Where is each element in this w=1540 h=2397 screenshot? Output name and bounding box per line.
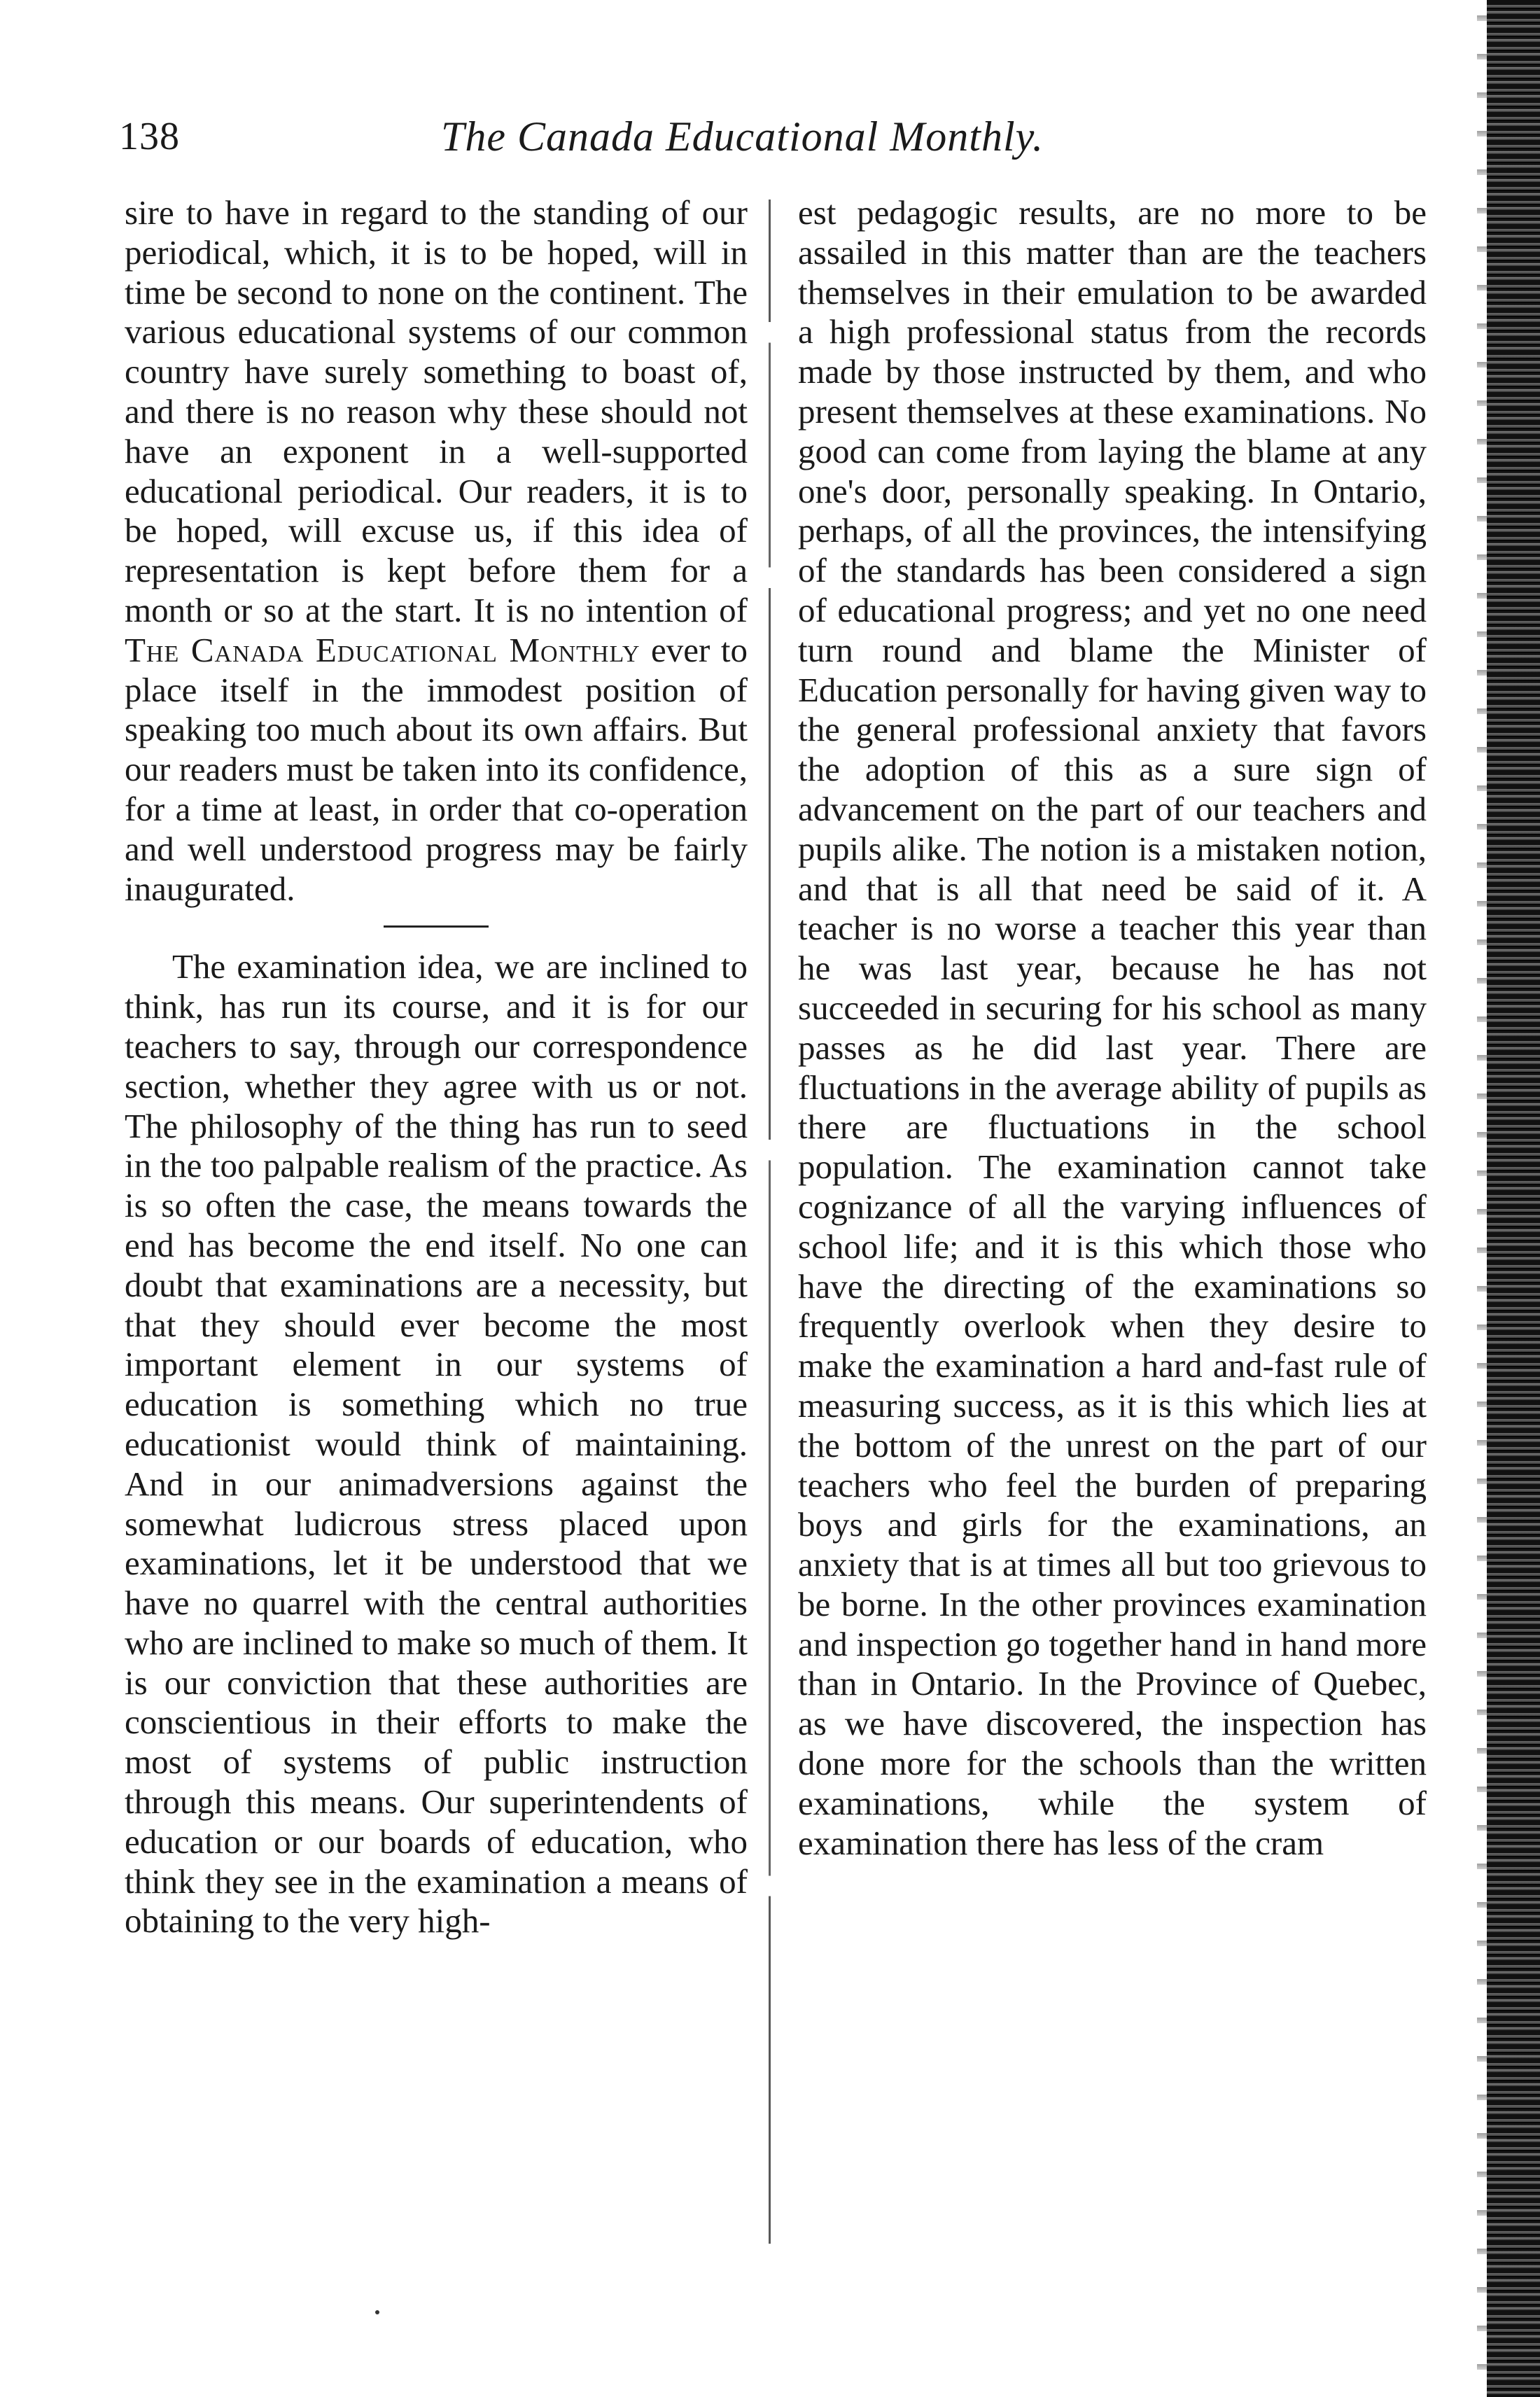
scan-binding-edge [1487, 0, 1540, 2397]
column-divider [769, 200, 771, 2244]
page-header [119, 105, 1435, 168]
left-paragraph-1 [125, 193, 748, 909]
right-column [798, 193, 1427, 1863]
ink-speck [375, 2310, 379, 2314]
magazine-name: The Canada Educational Monthly [125, 630, 640, 669]
section-divider-rule [384, 925, 489, 928]
left-paragraph-1-end: ever to place itself in the immodest position of speaking too much about its own affairs. But our readers must be taken into its confidence, for a time at least, in order that co-operation and well understood progress may be fairly inaugurated. [125, 630, 748, 908]
left-paragraph-1-start: sire to have in regard to the standing of our periodical, which, it is to be hoped, will in time be second to none on the continent. The various educational systems of our common country have surely something to boast of, and there is no reason why these should not have an exponent in a well-supported educational periodical. Our readers, it is to be hoped, will excuse us, if this idea of representation is kept before them for a month or so at the start. It is no intention of [125, 193, 748, 629]
page-number: 138 [119, 115, 180, 158]
left-column [125, 193, 748, 1941]
right-paragraph-1: est pedagogic results, are no more to be assailed in this matter than are the teachers themselves in their emulation to be awarded a high professional status from the records made by those instructed by them, and who present themselves at these examinations. No good can come from laying the blame at any one's door, personally speaking. In Ontario, perhaps, of all the provinces, the intensifying of the standards has been considered a sign of educational progress; and yet no one need turn round and blame the Minister of Education personally for having given way to the general professional anxiety that favors the adoption of this as a sure sign of advancement on the part of our teachers and pupils alike. The notion is a mistaken notion, and that is all that need be said of it. A teacher is no worse a teacher this year than he was last year, because he has not succeeded in securing for his school as many passes as he did last year. There are fluctuations in the average ability of pupils as there are fluctuations in the school population. The examination cannot take cognizance of all the varying influences of school life; and it is this which those who have the directing of the examinations so frequently overlook when they desire to make the examination a hard and-fast rule of measuring success, as it is this which lies at the bottom of the unrest on the part of our teachers who feel the burden of preparing boys and girls for the examinations, an anxiety that is at times all but too grievous to be borne. In the other provinces examination and inspection go together hand in hand more than in Ontario. In the Province of Quebec, as we have discovered, the inspection has done more for the schools than the written examinations, while the system of examination there has less of the cram [798, 193, 1427, 1862]
left-paragraph-2: The examination idea, we are inclined to think, has run its course, and it is for our teachers to say, through our correspondence section, whether they agree with us or not. The philosophy of the thing has run to seed in the too palpable realism of the practice. As is so often the case, the means towards the end has become the end itself. No one can doubt that examinations are a necessity, but that they should ever become the most important element in our systems of education is something which no true educationist would think of maintaining. And in our animadversions against the somewhat ludicrous stress placed upon examinations, let it be understood that we have no quarrel with the central authorities who are inclined to make so much of them. It is our conviction that these authorities are conscientious in their efforts to make the most of systems of public instruction through this means. Our superintendents of education or our boards of education, who think they see in the examination a means of obtaining to the very high- [125, 947, 748, 1941]
running-title: The Canada Educational Monthly. [441, 113, 1044, 160]
